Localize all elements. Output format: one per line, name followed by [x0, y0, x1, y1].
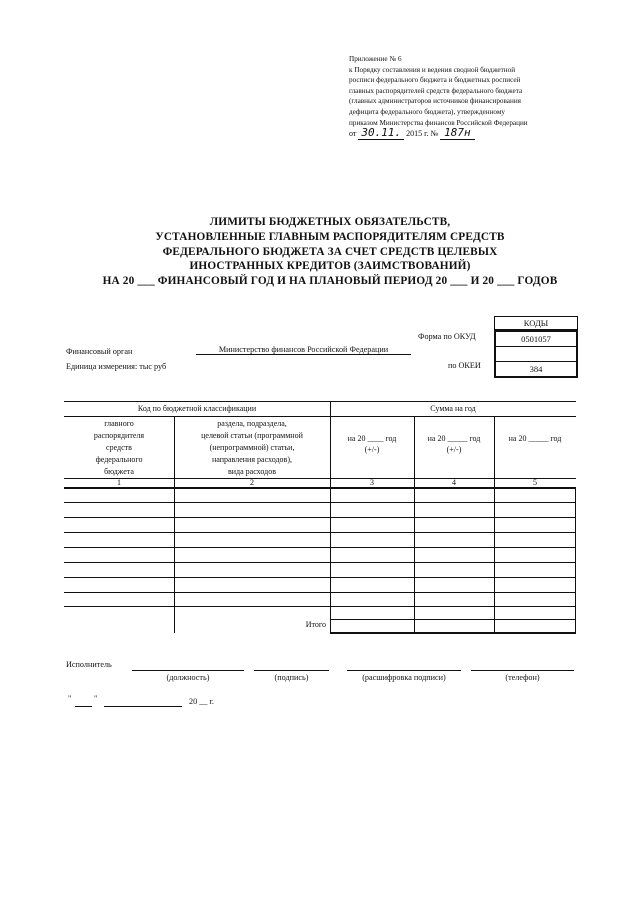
year-text: 2015 г. №	[406, 129, 439, 139]
title-line: ЛИМИТЫ БЮДЖЕТНЫХ ОБЯЗАТЕЛЬСТВ,	[209, 216, 451, 228]
fin-organ-value: Министерство финансов Российской Федерации	[196, 345, 411, 355]
header-col5: на 20 _____ год	[508, 434, 562, 443]
decode-label: (расшифровка подписи)	[362, 673, 446, 682]
codes-empty-row	[494, 347, 578, 362]
col1-line: распорядителя	[93, 431, 145, 440]
header-classif: Код по бюджетной классификации	[137, 404, 257, 413]
header-col2	[174, 418, 330, 478]
col4-year: на 20 _____ год	[427, 434, 481, 443]
appendix-date-line	[349, 128, 589, 140]
header-col4	[414, 434, 494, 455]
phone-label: (телефон)	[505, 673, 540, 682]
appendix-line: приказом Министерства финансов Российской Федерации	[349, 118, 528, 127]
executor-label: Исполнитель	[66, 660, 112, 669]
col-number-1: 1	[117, 478, 121, 487]
sign-label: (подпись)	[274, 673, 309, 682]
col2-line: целевой статьи (программной	[201, 431, 303, 440]
table-bottom	[330, 632, 576, 634]
col1-line: средств	[106, 443, 132, 452]
okei-value: 384	[494, 362, 578, 378]
col1-line: федерального	[95, 455, 143, 464]
date-quote-close: "	[94, 694, 98, 703]
table-row	[64, 487, 576, 489]
date-quote-open: "	[68, 694, 72, 703]
title-line: ФЕДЕРАЛЬНОГО БЮДЖЕТА ЗА СЧЕТ СРЕДСТВ ЦЕЛЕВЫХ	[162, 245, 498, 258]
col2-line: раздела, подраздела,	[217, 419, 287, 428]
codes-header: КОДЫ	[494, 316, 578, 330]
col2-line: (непрограммной) статьи,	[209, 443, 295, 452]
total-label: Итого	[305, 620, 326, 629]
table-row	[330, 619, 576, 620]
codes-box	[494, 316, 578, 378]
document-title	[60, 215, 600, 289]
table-row	[64, 517, 576, 518]
col-number-2: 2	[250, 478, 254, 487]
title-line: ИНОСТРАННЫХ КРЕДИТОВ (ЗАИМСТВОВАНИЙ)	[189, 260, 471, 273]
col1-line: главного	[104, 419, 134, 428]
table-row	[64, 562, 576, 563]
table-row	[64, 547, 576, 548]
col4-plusminus: (+/-)	[446, 444, 462, 454]
appendix-line: росписи федерального бюджета и бюджетных росписей	[349, 76, 521, 85]
okud-value: 0501057	[494, 330, 578, 347]
fin-organ-label: Финансовый орган	[66, 347, 133, 356]
date-handwritten: 30.11.	[358, 126, 404, 140]
okei-label: по ОКЕИ	[448, 361, 481, 370]
col3-plusminus: (+/-)	[364, 444, 380, 454]
table-row	[64, 532, 576, 533]
date-year: 20 __ г.	[189, 697, 214, 706]
table-row	[64, 502, 576, 503]
col1-line: бюджета	[104, 467, 134, 476]
col2-line: направления расходов),	[212, 455, 292, 464]
header-col1	[64, 418, 174, 478]
col3-year: на 20 ____ год	[347, 434, 397, 443]
appendix-line: (главных администраторов источников финансирования	[349, 97, 521, 106]
appendix-line: главных распорядителей средств федерального бюджета	[349, 86, 523, 95]
order-number-handwritten: 187н	[440, 126, 475, 140]
appendix-line: дефицита федерального бюджета), утвержденному	[349, 107, 506, 116]
table-row	[64, 592, 576, 593]
col-number-5: 5	[533, 478, 537, 487]
date-prefix: от	[349, 129, 357, 139]
col-number-4: 4	[452, 478, 456, 487]
col2-line: вида расходов	[228, 467, 276, 476]
title-line: НА 20 ___ ФИНАНСОВЫЙ ГОД И НА ПЛАНОВЫЙ ПЕРИОД 20 ___ И 20 ___ ГОДОВ	[102, 275, 558, 288]
appendix-line: Приложение № 6	[349, 55, 402, 63]
title-line: УСТАНОВЛЕННЫЕ ГЛАВНЫМ РАСПОРЯДИТЕЛЯМ СРЕДСТВ	[155, 230, 505, 243]
table-row	[64, 606, 576, 607]
okud-label: Форма по ОКУД	[418, 332, 476, 341]
appendix-block	[349, 54, 589, 140]
appendix-line: к Порядку составления и ведения сводной бюджетной	[349, 65, 516, 74]
col-number-3: 3	[370, 478, 374, 487]
table-row	[64, 577, 576, 578]
position-label: (должность)	[166, 673, 210, 682]
header-sum: Сумма на год	[430, 404, 476, 413]
budget-table	[64, 401, 576, 633]
unit-label: Единица измерения: тыс руб	[66, 362, 167, 371]
header-col3	[330, 434, 414, 455]
